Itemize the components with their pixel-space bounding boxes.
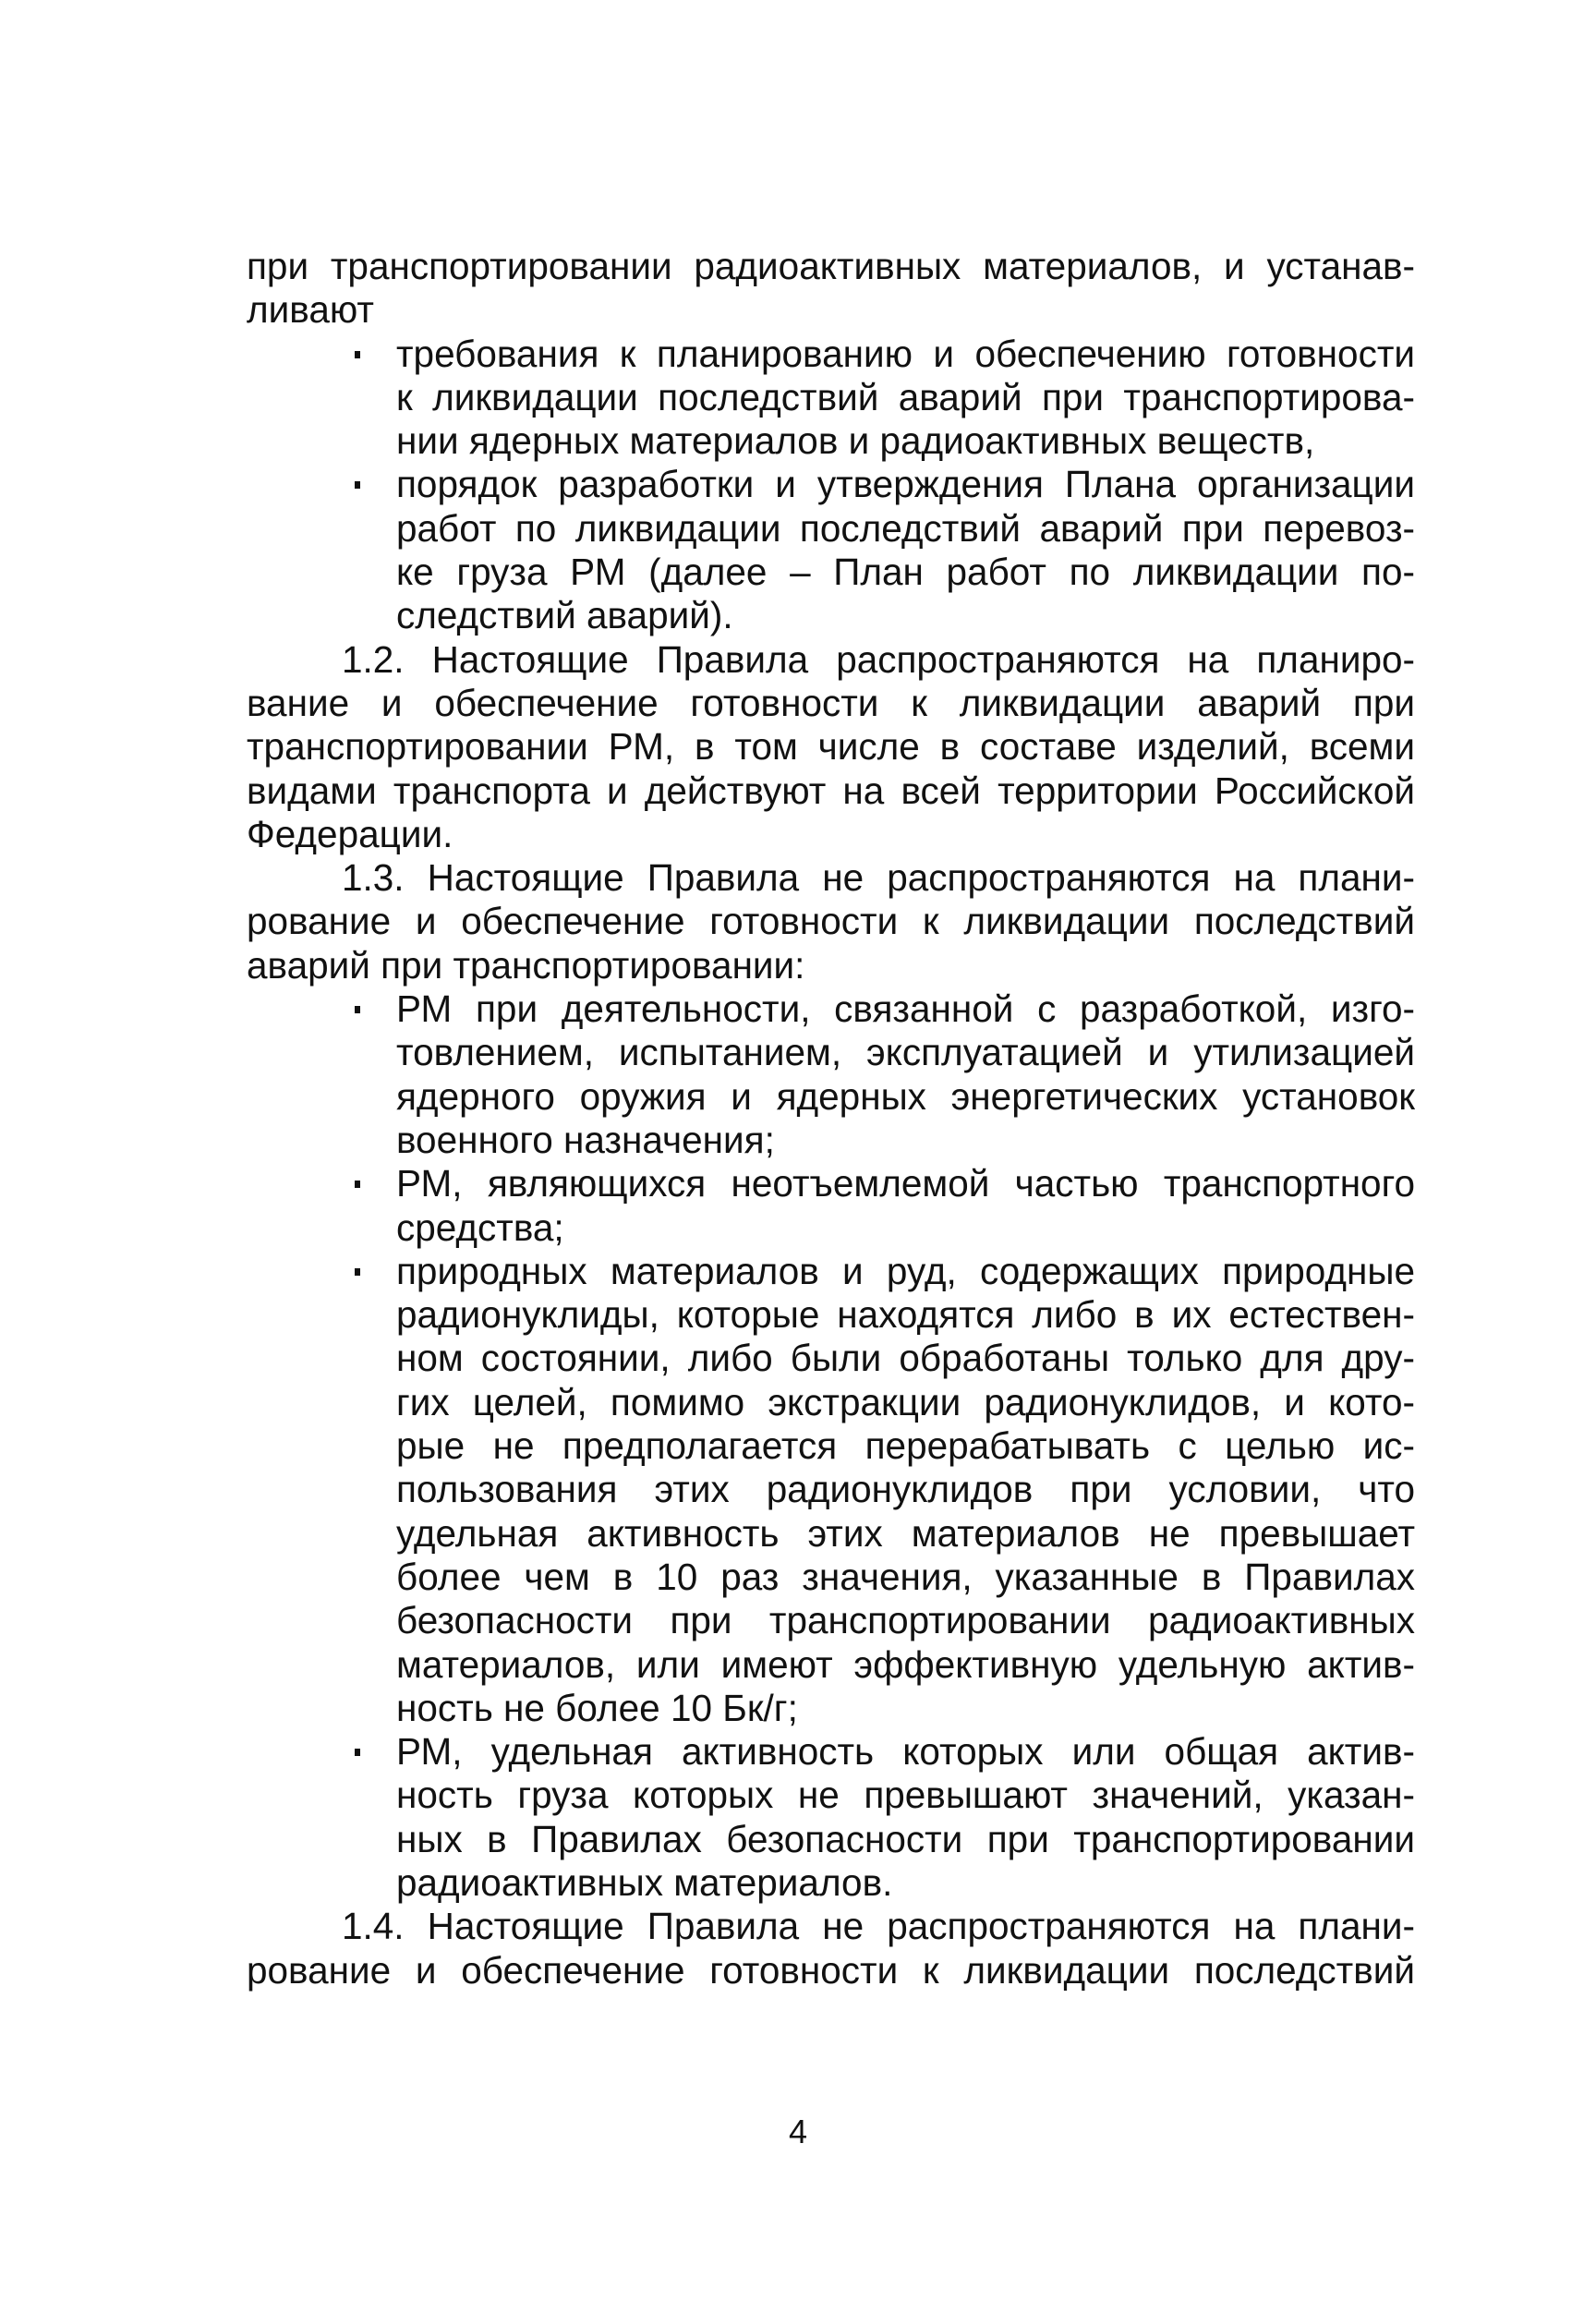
text-line: радионуклиды, которые находятся либо в их естествен- [396, 1293, 1415, 1337]
text-line: работ по ликвидации последствий аварий при перевоз- [396, 506, 1415, 550]
text-line: порядок разработки и утверждения Плана организации [396, 463, 1415, 506]
page-number: 4 [788, 2113, 808, 2150]
text-line: ном состоянии, либо были обработаны только для дру- [396, 1337, 1415, 1380]
text-line: вание и обеспечение готовности к ликвидации аварий при [247, 681, 1415, 724]
text-line: аварий при транспортировании: [247, 943, 805, 987]
text-line: военного назначения; [396, 1118, 775, 1161]
text-line: средства; [396, 1205, 564, 1249]
text-line: следствий аварий). [396, 594, 733, 637]
bullet-item [396, 1730, 1415, 1905]
text-line: видами транспорта и действуют на всей территории Российской [247, 769, 1415, 812]
text-line: рование и обеспечение готовности к ликвидации последствий [247, 900, 1415, 943]
text-line: рые не предполагается перерабатывать с целью ис- [396, 1424, 1415, 1468]
paragraph-continuation [247, 245, 1415, 333]
text-line: природных материалов и руд, содержащих природные [396, 1249, 1415, 1292]
text-line: при транспортировании радиоактивных материалов, и устанав- [247, 245, 1415, 287]
paragraph-1-2 [247, 638, 1415, 856]
text-line: 1.3. Настоящие Правила не распространяются на плани- [342, 856, 1415, 900]
text-line: ливают [247, 288, 374, 332]
text-line: ке груза РМ (далее – План работ по ликвидации по- [396, 551, 1415, 594]
text-line: нии ядерных материалов и радиоактивных веществ, [396, 419, 1315, 463]
text-line: ных в Правилах безопасности при транспортировании [396, 1817, 1415, 1860]
bullet-item [396, 1250, 1415, 1730]
bullet-item [396, 463, 1415, 637]
text-line: более чем в 10 раз значения, указанные в Правилах [396, 1555, 1415, 1598]
text-line: к ликвидации последствий аварий при транспортирова- [396, 375, 1415, 418]
bullet-item [396, 1162, 1415, 1250]
bullet-item [396, 987, 1415, 1162]
bullet-marker-icon [355, 1181, 360, 1188]
bullet-marker-icon [355, 1268, 360, 1276]
text-line: гих целей, помимо экстракции радионуклидов, и кото- [396, 1380, 1415, 1423]
text-line: пользования этих радионуклидов при условии, что [396, 1468, 1415, 1511]
text-line: рование и обеспечение готовности к ликвидации последствий [247, 1948, 1415, 1992]
text-line: 1.2. Настоящие Правила распространяются на планиро- [342, 637, 1415, 681]
text-line: РМ, являющихся неотъемлемой частью транспортного [396, 1162, 1415, 1205]
text-line: РМ, удельная активность которых или общая актив- [396, 1730, 1415, 1774]
text-line: Федерации. [247, 812, 453, 855]
text-line: товлением, испытанием, эксплуатацией и утилизацией [396, 1031, 1415, 1074]
bullet-marker-icon [355, 1006, 360, 1013]
bullet-marker-icon [355, 351, 360, 358]
text-line: ность груза которых не превышают значений, указан- [396, 1774, 1415, 1817]
text-line: удельная активность этих материалов не превышает [396, 1511, 1415, 1555]
bullet-marker-icon [355, 481, 360, 489]
text-line: безопасности при транспортировании радиоактивных [396, 1599, 1415, 1642]
text-line: РМ при деятельности, связанной с разработкой, изго- [396, 987, 1415, 1031]
text-line: радиоактивных материалов. [396, 1860, 893, 1904]
text-line: ядерного оружия и ядерных энергетических установок [396, 1074, 1415, 1118]
text-line: материалов, или имеют эффективную удельную актив- [396, 1642, 1415, 1686]
document-body [247, 245, 1415, 1992]
text-line: ность не более 10 Бк/г; [396, 1686, 798, 1729]
bullet-marker-icon [355, 1749, 360, 1756]
text-line: требования к планированию и обеспечению готовности [396, 332, 1415, 375]
bullet-item [396, 333, 1415, 464]
text-line: транспортировании РМ, в том числе в составе изделий, всеми [247, 725, 1415, 769]
paragraph-1-4 [247, 1905, 1415, 1992]
text-line: 1.4. Настоящие Правила не распространяются на плани- [342, 1905, 1415, 1948]
paragraph-1-3 [247, 856, 1415, 987]
